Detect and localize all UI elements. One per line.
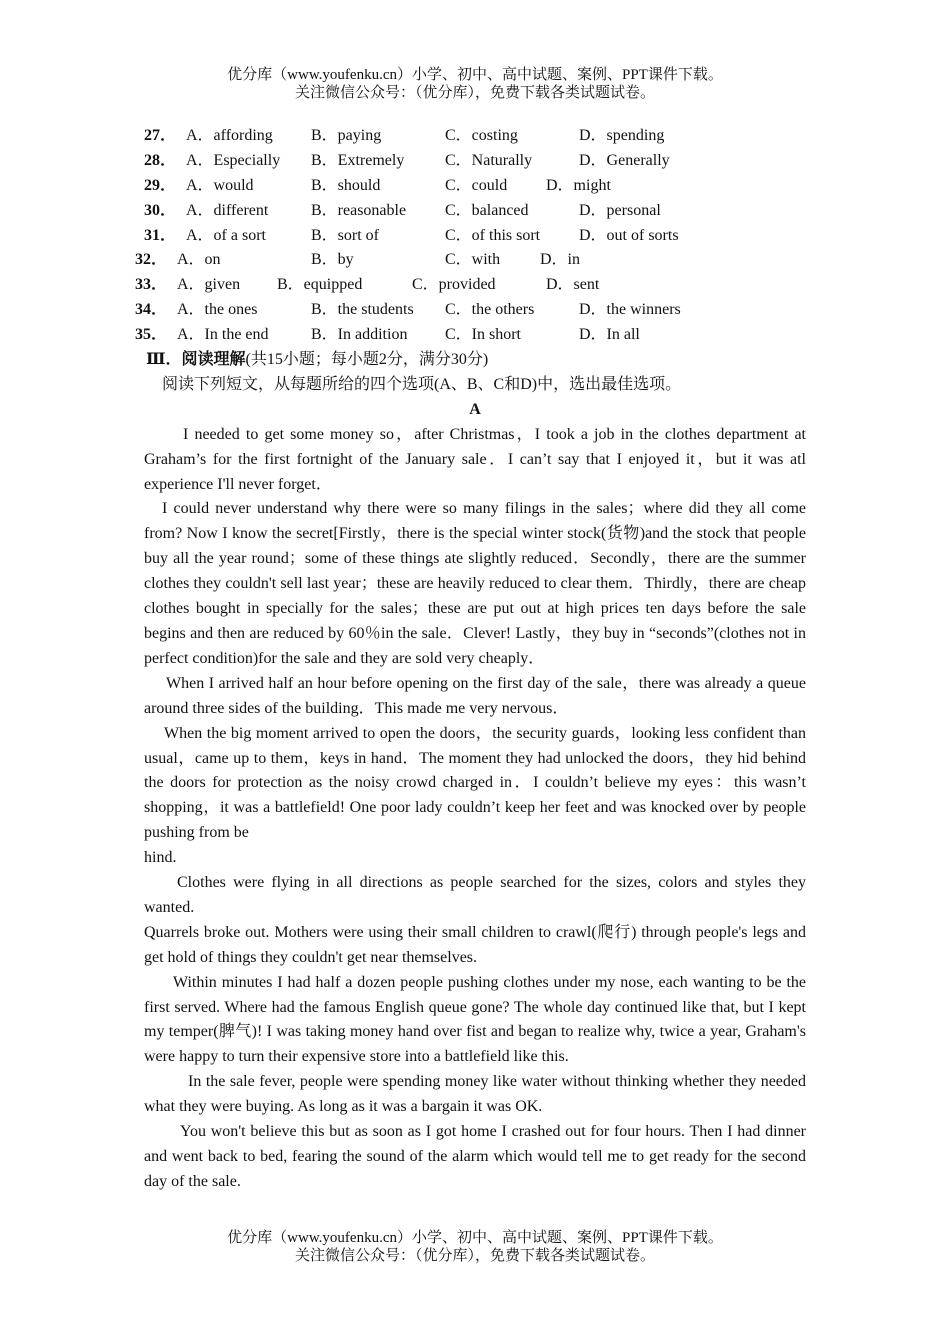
exam-content: [135, 124, 806, 1195]
option-b: B．the students: [311, 301, 414, 319]
option-c: C．Naturally: [445, 151, 533, 169]
option-b: B．reasonable: [311, 201, 407, 219]
passage-paragraph: When the big moment arrived to open the doors，the security guards，looking less confident than usual，came up to them，keys in hand．The moment they had unlocked the doors，they hid behind the doors for protection as the noisy crowd charged in．I couldn’t believe my eyes：this wasn’t shopping，it was a battlefield! One poor lady couldn’t keep her feet and was knocked over by people pushing from be: [144, 724, 806, 842]
question-row: [144, 149, 806, 174]
option-c: C．balanced: [445, 201, 529, 219]
passage-paragraph: Quarrels broke out. Mothers were using their small children to crawl(爬行) through people's legs and get hold of things they couldn't get near themselves.: [144, 923, 806, 966]
question-number: 27．: [144, 127, 177, 144]
option-a: A．the ones: [177, 301, 258, 319]
passage-paragraph: I could never understand why there were so many filings in the sales；where did they all come from? Now I know the secret[Firstly，there is the special winter stock(货物)and the stock that people buy all the year round；some of these things ate slightly reduced．Secondly，there are the summer clothes they couldn't sell last year；these are heavily reduced to clear them．Thirdly，there are cheap clothes bought in specially for the sales；these are put out at high prices ten days before the sale begins and then are reduced by 60％in the sale．Clever! Lastly，they buy in “seconds”(clothes not in perfect condition)for the sale and they are sold very cheaply．: [144, 500, 806, 667]
question-row: [135, 323, 806, 348]
option-a: A．of a sort: [186, 226, 266, 244]
option-c: C．In short: [445, 326, 522, 344]
question-row: [135, 248, 806, 273]
option-d: D．out of sorts: [579, 226, 679, 244]
passage-paragraph: Clothes were flying in all directions as people searched for the sizes, colors and styles they wanted.: [144, 874, 806, 916]
option-d: D．personal: [579, 201, 661, 219]
question-number: 34．: [135, 301, 168, 319]
header-line-1: 优分库（www.youfenku.cn）小学、初中、高中试题、案例、PPT课件下载。: [227, 67, 723, 83]
option-b: B．In addition: [311, 326, 408, 344]
question-number: 29．: [144, 176, 177, 194]
question-row: [135, 298, 806, 323]
question-number: 32．: [135, 251, 168, 269]
option-a: A．given: [177, 276, 241, 294]
section-heading: [146, 348, 806, 373]
option-b: B．should: [311, 176, 381, 194]
option-a: A．In the end: [177, 326, 269, 344]
option-d: D．the winners: [579, 301, 681, 319]
option-c: C．could: [445, 176, 508, 194]
option-d: D．in: [540, 251, 581, 269]
option-a: A．affording: [186, 127, 273, 144]
question-number: 30．: [144, 201, 177, 219]
option-d: D．sent: [546, 276, 600, 294]
option-c: C．costing: [445, 127, 518, 144]
option-a: A．would: [186, 176, 254, 194]
passage-paragraph: In the sale fever, people were spending money like water without thinking whether they needed what they were buying. As long as it was a bargain it was OK.: [144, 1073, 806, 1116]
option-b: B．paying: [311, 127, 382, 144]
passage-title: A: [469, 400, 481, 418]
option-c: C．the others: [445, 301, 535, 319]
option-d: D．Generally: [579, 151, 670, 169]
option-c: C．of this sort: [445, 226, 541, 244]
option-a: A．on: [177, 251, 221, 269]
question-number: 31．: [144, 226, 177, 244]
option-c: C．with: [445, 251, 501, 269]
passage-paragraph: hind.: [144, 849, 177, 867]
page-header: [0, 66, 950, 102]
passage-paragraph: When I arrived half an hour before opening on the first day of the sale，there was already a queue around three sides of the building．This made me very nervous．: [144, 674, 806, 717]
question-row: [144, 224, 806, 249]
section-note: (共15小题；每小题2分，满分30分): [245, 351, 489, 369]
option-d: D．In all: [579, 326, 640, 344]
option-b: B．sort of: [311, 226, 380, 244]
question-row: [144, 174, 806, 199]
option-d: D．might: [546, 176, 611, 194]
option-c: C．provided: [412, 276, 496, 294]
question-row: [144, 124, 806, 149]
question-row: [144, 199, 806, 224]
option-a: A．Especially: [186, 151, 281, 169]
question-number: 35．: [135, 326, 168, 344]
passage-paragraph: I needed to get some money so，after Christmas，I took a job in the clothes department at Graham’s for the first fortnight of the January sale．I can’t say that I enjoyed it，but it was atl experience I'll never forget．: [144, 425, 806, 493]
footer-line-2: 关注微信公众号：（优分库），免费下载各类试题试卷。: [294, 1248, 655, 1264]
question-number: 28．: [144, 151, 177, 169]
passage-paragraph: Within minutes I had half a dozen people pushing clothes under my nose, each wanting to be the first served. Where had the famous English queue gone? The whole day continued like that, but I kept my temper(脾气)! I was taking money hand over fist and began to realize why, twice a year, Graham's were happy to turn their expensive store into a battlefield like this.: [144, 973, 806, 1066]
section-title: Ⅲ．阅读理解: [146, 351, 246, 369]
question-row: [135, 273, 806, 298]
header-line-2: 关注微信公众号：（优分库），免费下载各类试题试卷。: [294, 85, 655, 101]
option-d: D．spending: [579, 127, 665, 144]
option-a: A．different: [186, 201, 269, 219]
section-instruction: 阅读下列短文，从每题所给的四个选项(A、B、C和D)中，选出最佳选项。: [162, 375, 682, 393]
option-b: B．Extremely: [311, 151, 405, 169]
option-b: B．equipped: [277, 276, 363, 294]
footer-line-1: 优分库（www.youfenku.cn）小学、初中、高中试题、案例、PPT课件下载。: [227, 1230, 723, 1246]
option-b: B．by: [311, 251, 354, 269]
question-number: 33．: [135, 276, 168, 294]
page-footer: [0, 1229, 950, 1265]
passage-paragraph: You won't believe this but as soon as I got home I crashed out for four hours. Then I had dinner and went back to bed, fearing the sound of the alarm which would tell me to get ready for the second day of the sale.: [144, 1123, 806, 1190]
